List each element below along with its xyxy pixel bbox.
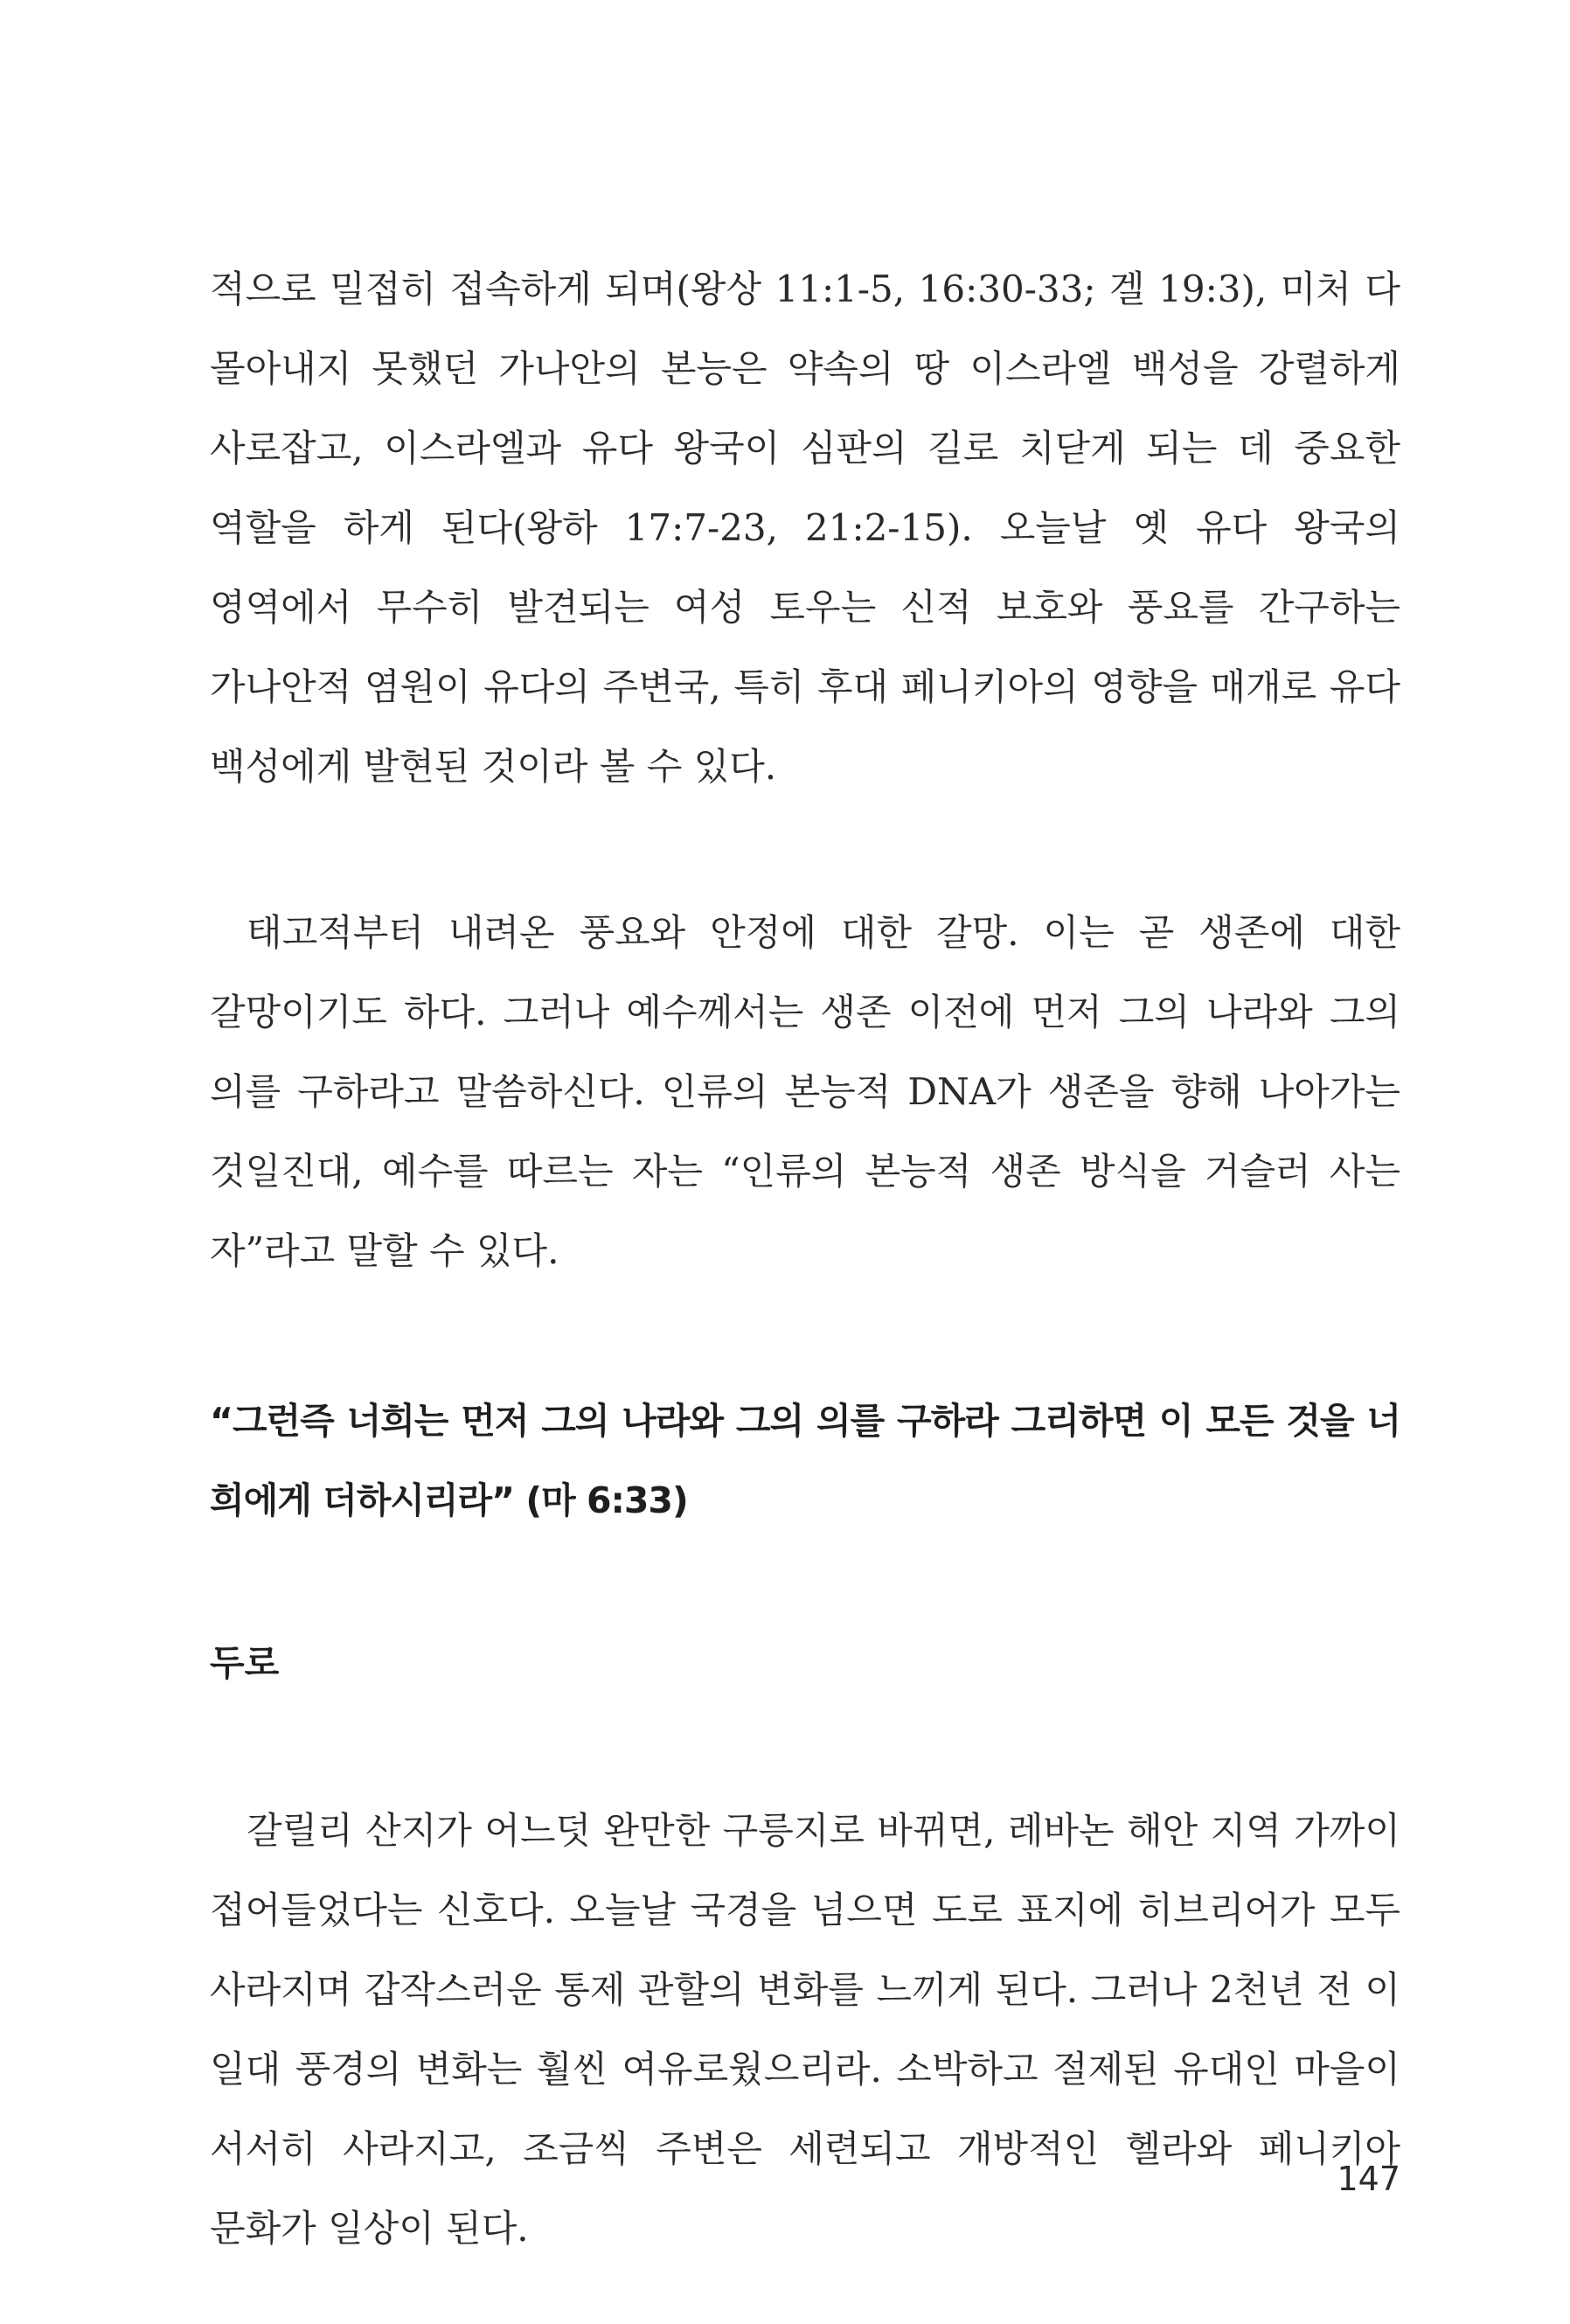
heading-gap <box>210 1703 1400 1791</box>
paragraph-tyre: 갈릴리 산지가 어느덧 완만한 구릉지로 바뀌면, 레바논 해안 지역 가까이 접어들었다는 신호다. 오늘날 국경을 넘으면 도로 표지에 히브리어가 모두 사라지며 갑작스러운 통제 관할의 변화를 느끼게 된다. 그러나 2천년 전 이 일대 풍경의 변화는 훨씬 여유로웠으리라. 소박하고 절제된 유대인 마을이 서서히 사라지고, 조금씩 주변은 세련되고 개방적인 헬라와 페니키아 문화가 일상이 된다. <box>210 1809 1400 2250</box>
page-body <box>210 249 1400 2268</box>
paragraph-continued: 적으로 밀접히 접속하게 되며(왕상 11:1-5, 16:30-33; 겔 19:3), 미처 다 몰아내지 못했던 가나안의 본능은 약속의 땅 이스라엘 백성을 강렬하게 사로잡고, 이스라엘과 유다 왕국이 심판의 길로 치닫게 되는 데 중요한 역할을 하게 된다(왕하 17:7-23, 21:2-15). 오늘날 옛 유다 왕국의 영역에서 무수히 발견되는 여성 토우는 신적 보호와 풍요를 간구하는 가나안적 염원이 유다의 주변국, 특히 후대 페니키아의 영향을 매개로 유다 백성에게 발현된 것이라 볼 수 있다. <box>210 268 1400 788</box>
quote-gap-top <box>210 1291 1400 1381</box>
paragraph-gap <box>210 806 1400 893</box>
page-number: 147 <box>1337 2160 1400 2198</box>
paragraph-longing: 태고적부터 내려온 풍요와 안정에 대한 갈망. 이는 곧 생존에 대한 갈망이기도 하다. 그러나 예수께서는 생존 이전에 먼저 그의 나라와 그의 의를 구하라고 말씀하신다. 인류의 본능적 DNA가 생존을 향해 나아가는 것일진대, 예수를 따르는 자는 “인류의 본능적 생존 방식을 거슬러 사는 자”라고 말할 수 있다. <box>210 911 1400 1272</box>
quote-gap-bottom <box>210 1541 1400 1624</box>
section-heading: 두로 <box>210 1642 280 1684</box>
scripture-quote: “그런즉 너희는 먼저 그의 나라와 그의 의를 구하라 그리하면 이 모든 것을 너희에게 더하시리라” (마 6:33) <box>210 1400 1400 1521</box>
